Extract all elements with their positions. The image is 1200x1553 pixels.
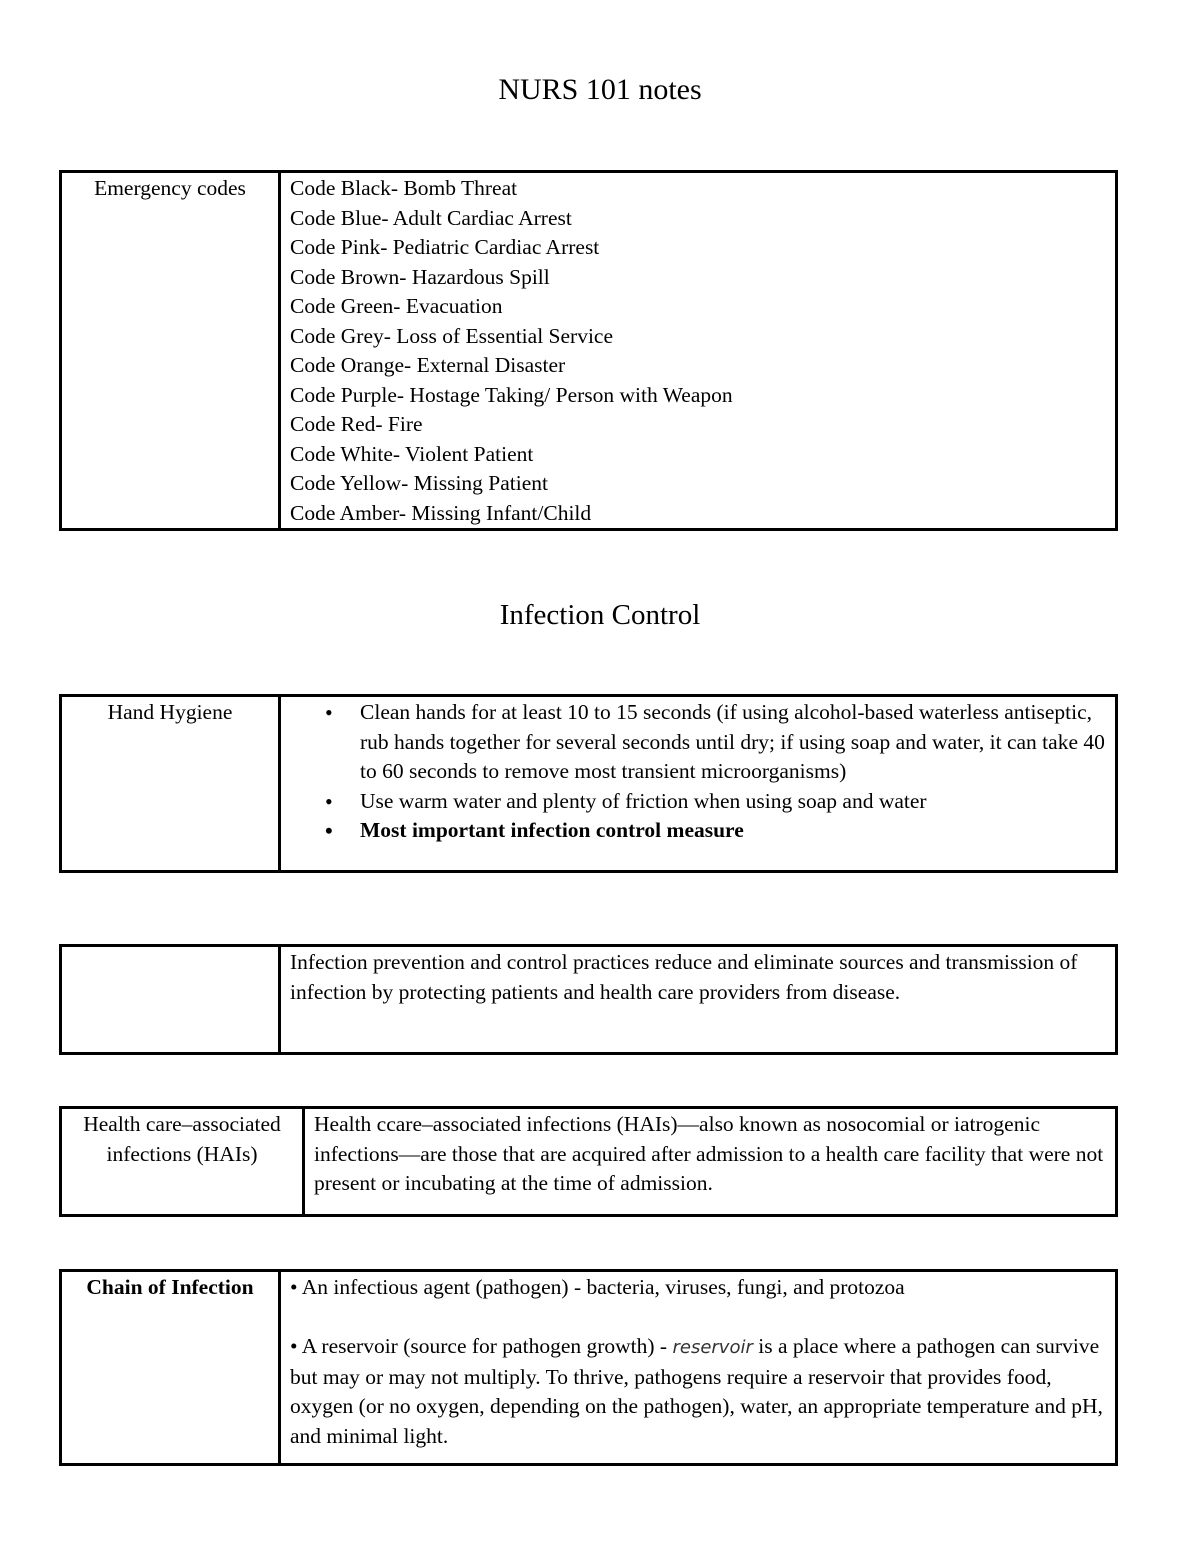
chain-of-infection-table [59, 1269, 1118, 1466]
hand-hygiene-table [59, 694, 1118, 873]
prevention-content [280, 946, 1117, 1054]
infectious-agent-text: • An infectious agent (pathogen) - bacteria, viruses, fungi, and protozoa [290, 1275, 905, 1299]
code-red: Code Red- Fire [290, 412, 423, 436]
code-black: Code Black- Bomb Threat [290, 176, 518, 200]
emergency-codes-label: Emergency codes [61, 172, 280, 530]
hand-hygiene-bullet-list [290, 698, 1107, 846]
code-grey: Code Grey- Loss of Essential Service [290, 323, 614, 348]
table-row [61, 946, 1117, 1054]
section-heading-infection-control: Infection Control [499, 599, 701, 631]
list-item-text: Clean hands for at least 10 to 15 seconds (if using alcohol-based waterless antiseptic, rub hands together for several seconds until dry; if using soap and water, it can take 40 to 60 seconds to remove most transient microorganisms) [360, 700, 1105, 783]
spacer [290, 1303, 1107, 1333]
chain-of-infection-label: Chain of Infection [61, 1271, 280, 1465]
code-blue: Code Blue- Adult Cardiac Arrest [290, 205, 572, 230]
list-item [290, 698, 1107, 787]
hais-content [304, 1108, 1117, 1216]
hais-table [59, 1106, 1118, 1217]
code-green: Code Green- Evacuation [290, 294, 503, 318]
emergency-codes-list [280, 172, 1117, 530]
table-row [61, 696, 1117, 872]
table-row [61, 172, 1117, 530]
list-item [290, 816, 1107, 846]
hand-hygiene-label: Hand Hygiene [61, 696, 280, 872]
reservoir-suffix: is a place where a pathogen can survive but may or may not multiply. To thrive, pathogens require a reservoir that provides food, oxygen (or no oxygen, depending on the pathogen), water, an appropriate temperature and pH, and minimal light. [290, 1334, 1103, 1448]
table-row [61, 1271, 1117, 1465]
bullet-icon: • [325, 788, 333, 814]
code-orange: Code Orange- External Disaster [290, 353, 566, 377]
document-title: NURS 101 notes [498, 73, 702, 106]
list-item-text: Use warm water and plenty of friction when using soap and water [360, 788, 927, 813]
hais-label: Health care–associated infections (HAIs) [61, 1108, 304, 1216]
code-purple: Code Purple- Hostage Taking/ Person with Weapon [290, 382, 733, 407]
code-pink: Code Pink- Pediatric Cardiac Arrest [290, 235, 600, 259]
reservoir-text [290, 1332, 1107, 1451]
hais-text: Health ccare–associated infections (HAIs)—also known as nosocomial or iatrogenic infections—are those that are acquired after admission to a health care facility that were not present or incubating at the time of admission. [314, 1112, 1104, 1195]
code-white: Code White- Violent Patient [290, 441, 534, 466]
prevention-table [59, 944, 1118, 1055]
code-brown: Code Brown- Hazardous Spill [290, 264, 550, 289]
prevention-label [61, 946, 280, 1054]
hand-hygiene-content [280, 696, 1117, 872]
bullet-icon: • [325, 818, 333, 843]
table-row [61, 1108, 1117, 1216]
code-yellow: Code Yellow- Missing Patient [290, 471, 549, 495]
reservoir-prefix: • A reservoir (source for pathogen growth) - [290, 1334, 673, 1358]
reservoir-term: reservoir [672, 1337, 753, 1358]
code-amber: Code Amber- Missing Infant/Child [290, 500, 592, 525]
list-item [290, 787, 1107, 817]
prevention-text: Infection prevention and control practices reduce and eliminate sources and transmission of infection by protecting patients and health care providers from disease. [290, 950, 1078, 1004]
emergency-codes-table [59, 170, 1118, 531]
chain-of-infection-content [280, 1271, 1117, 1465]
bullet-icon: • [325, 700, 333, 725]
list-item-text: Most important infection control measure [360, 818, 744, 842]
